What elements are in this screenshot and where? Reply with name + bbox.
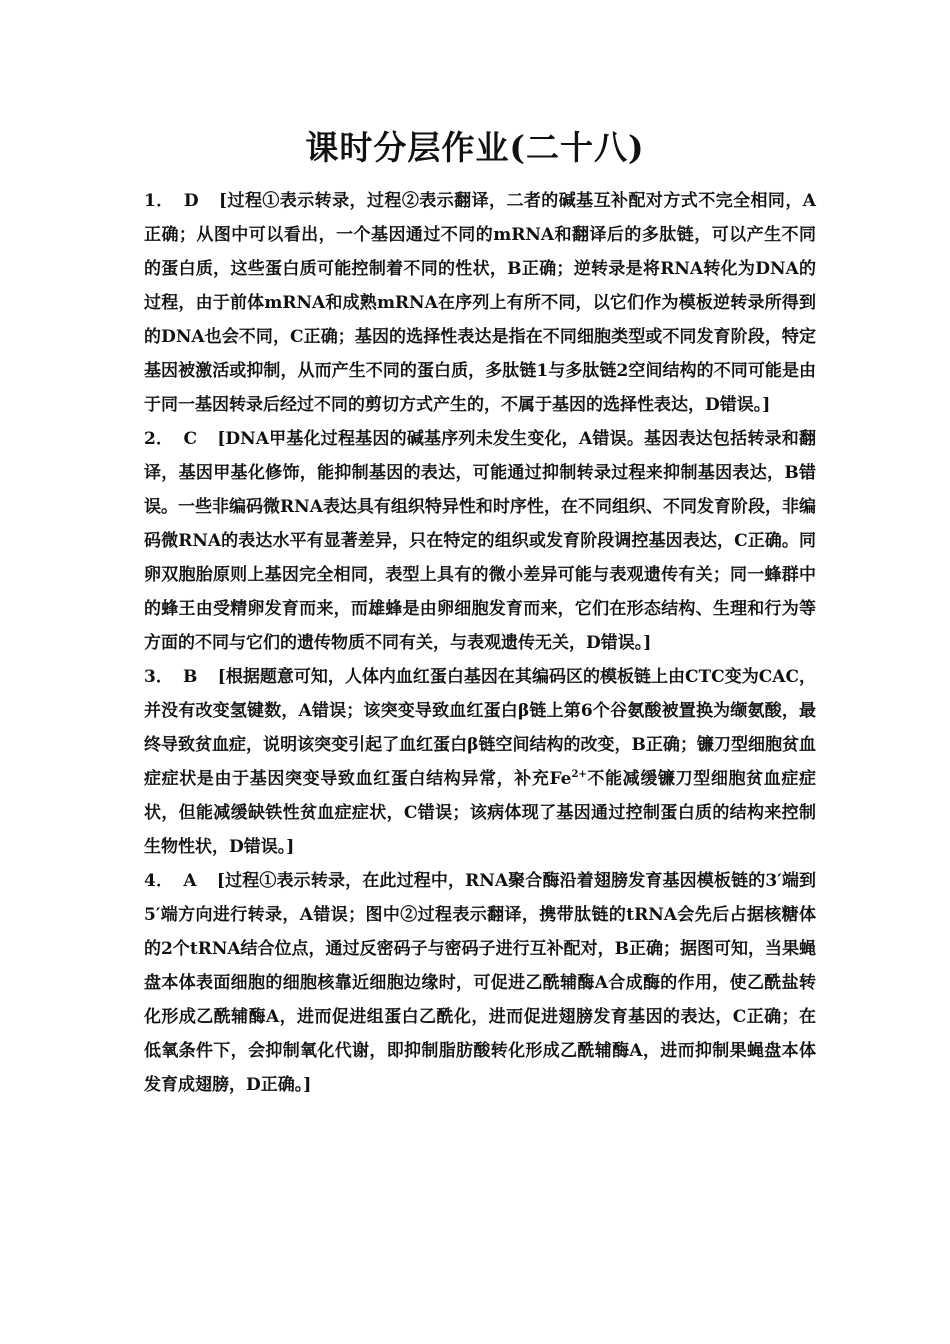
answer-choice: B	[183, 667, 198, 687]
answer-choice: A	[183, 871, 197, 891]
answer-explanation: [过程①表示转录，在此过程中，RNA聚合酶沿着翅膀发育基因模板链的3′端到5′端方向进行转录，A错误；图中②过程表示翻译，携带肽链的tRNA会先后占据核糖体的2个tRNA结合位点，通过反密码子与密码子进行互补配对，B正确；据图可知，当果蝇盘本体表面细胞的细胞核靠近细胞边缘时，可促进乙酰辅酶A合成酶的作用，使乙酰盐转化形成乙酰辅酶A，进而促进组蛋白乙酰化，进而促进翅膀发育基因的表达，C正确；在低氧条件下，会抑制氧化代谢，即抑制脂肪酸转化形成乙酰辅酶A，进而抑制果蝇盘本体发育成翅膀，D正确。]	[144, 871, 816, 1095]
answer-number: 4．	[144, 871, 174, 891]
answer-number: 1．	[144, 191, 174, 211]
answer-item-4	[144, 864, 816, 1102]
answer-item-1	[144, 184, 816, 422]
answer-list	[144, 184, 816, 1102]
page-title: 课时分层作业(二十八)	[305, 128, 645, 167]
answer-explanation-part-1: [根据题意可知，人体内血红蛋白基因在其编码区的模板链上由CTC变为CAC，并没有改变氢键数，A错误；该突变导致血红蛋白β链上第6个谷氨酸被置换为缬氨酸，最终导致贫血症，说明该突变引起了血红蛋白β链空间结构的改变，B正确；镰刀型细胞贫血症症状是由于基因突变导致血红蛋白结构异常，补充Fe	[144, 667, 816, 789]
answer-choice: C	[183, 429, 197, 449]
answer-explanation-part-2: 不能减缓镰刀型细胞贫血症症状，但能减缓缺铁性贫血症症状，C错误；该病体现了基因通过控制蛋白质的结构来控制生物性状，D错误。]	[144, 769, 816, 857]
answer-choice: D	[183, 191, 199, 211]
answer-explanation: [过程①表示转录，过程②表示翻译，二者的碱基互补配对方式不完全相同，A正确；从图中可以看出，一个基因通过不同的mRNA和翻译后的多肽链，可以产生不同的蛋白质，这些蛋白质可能控制着不同的性状，B正确；逆转录是将RNA转化为DNA的过程，由于前体mRNA和成熟mRNA在序列上有所不同，以它们作为模板逆转录所得到的DNA也会不同，C正确；基因的选择性表达是指在不同细胞类型或不同发育阶段，特定基因被激活或抑制，从而产生不同的蛋白质，多肽链1与多肽链2空间结构的不同可能是由于同一基因转录后经过不同的剪切方式产生的，不属于基因的选择性表达，D错误。]	[144, 191, 816, 415]
answer-number: 2．	[144, 429, 174, 449]
answer-item-3	[144, 660, 816, 864]
ion-charge-superscript: 2+	[571, 769, 587, 780]
answer-explanation: [DNA甲基化过程基因的碱基序列未发生变化，A错误。基因表达包括转录和翻译，基因甲基化修饰，能抑制基因的表达，可能通过抑制转录过程来抑制基因表达，B错误。一些非编码微RNA表达具有组织特异性和时序性，在不同组织、不同发育阶段，非编码微RNA的表达水平有显著差异，只在特定的组织或发育阶段调控基因表达，C正确。同卵双胞胎原则上基因完全相同，表型上具有的微小差异可能与表观遗传有关；同一蜂群中的蜂王由受精卵发育而来，而雄蜂是由卵细胞发育而来，它们在形态结构、生理和行为等方面的不同与它们的遗传物质不同有关，与表观遗传无关，D错误。]	[144, 429, 816, 653]
answer-number: 3．	[144, 667, 173, 687]
answer-item-2	[144, 422, 816, 660]
